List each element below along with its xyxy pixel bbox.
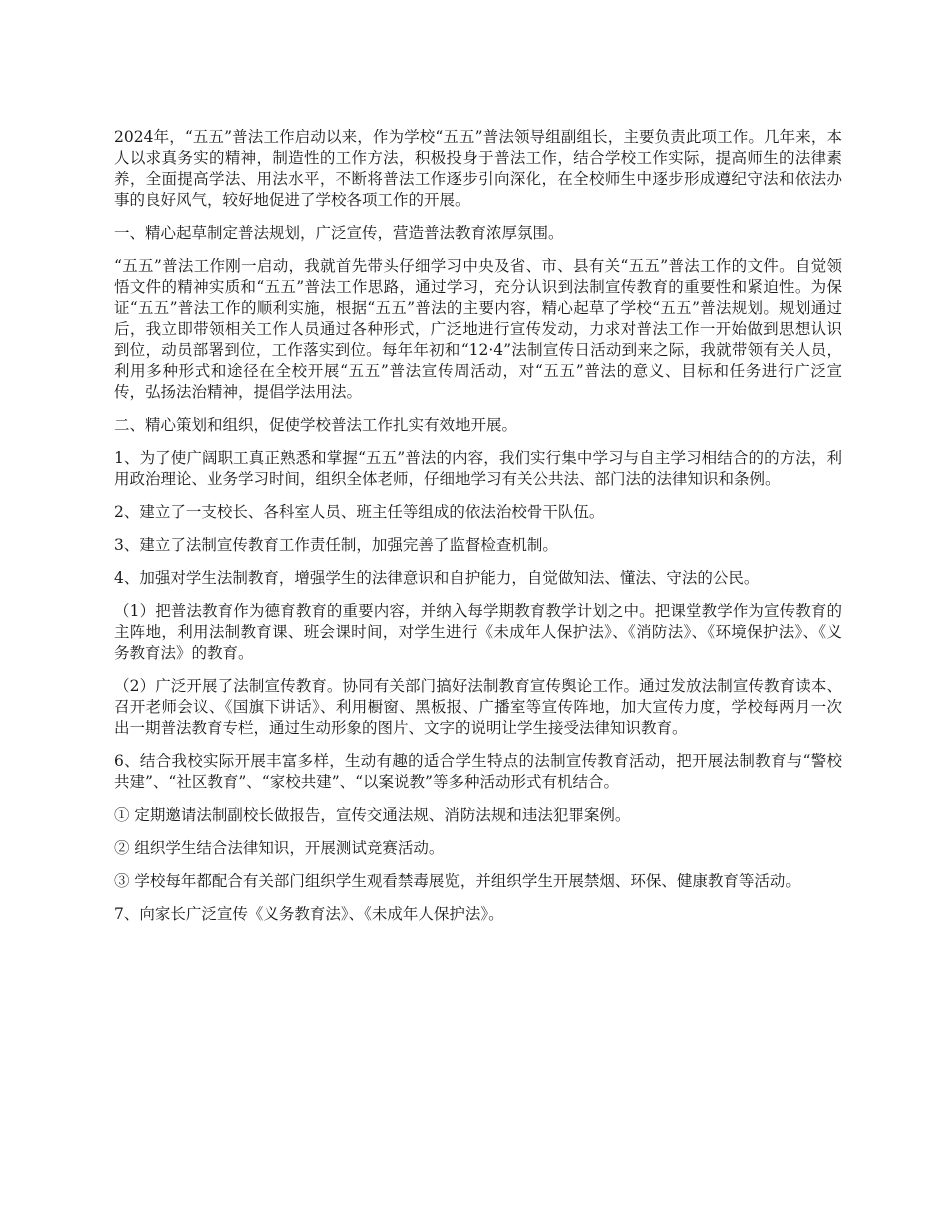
- item-7-paragraph: 7、向家长广泛宣传《义务教育法》、《未成年人保护法》。: [114, 905, 504, 923]
- item-4-paragraph: 4、加强对学生法制教育，增强学生的法律意识和自护能力，自觉做知法、懂法、守法的公民。: [114, 569, 760, 587]
- intro-paragraph: 2024年，“五五”普法工作启动以来，作为学校“五五”普法领导组副组长，主要负责此项工作。几年来，本人以求真务实的精神，制造性的工作方法，积极投身于普法工作，结合学校工作实际，提高师生的法律素养，全面提高学法、用法水平，不断将普法工作逐步引向深化，在全校师生中逐步形成遵纪守法和依法办事的良好风气，较好地促进了学校各项工作的开展。: [114, 128, 842, 209]
- item-6-paragraph: 6、结合我校实际开展丰富多样，生动有趣的适合学生特点的法制宣传教育活动，把开展法制教育与“警校共建”、“社区教育”、“家校共建”、“以案说教”等多种活动形式有机结合。: [114, 752, 842, 791]
- circled-item-3: ③ 学校每年都配合有关部门组织学生观看禁毒展览，并组织学生开展禁烟、环保、健康教育等活动。: [114, 872, 801, 890]
- item-3-paragraph: 3、建立了法制宣传教育工作责任制，加强完善了监督检查机制。: [114, 536, 558, 554]
- item-1-paragraph: 1、为了使广阔职工真正熟悉和掌握“五五”普法的内容，我们实行集中学习与自主学习相结合的的方法，利用政治理论、业务学习时间，组织全体老师，仔细地学习有关公共法、部门法的法律知识和条例。: [114, 449, 842, 488]
- circled-item-2: ② 组织学生结合法律知识，开展测试竞赛活动。: [114, 839, 445, 857]
- item-2-paragraph: 2、建立了一支校长、各科室人员、班主任等组成的依法治校骨干队伍。: [114, 503, 605, 521]
- subitem-1-paragraph: （1）把普法教育作为德育教育的重要内容，并纳入每学期教育教学计划之中。把课堂教学作为宣传教育的主阵地，利用法制教育课、班会课时间，对学生进行《未成年人保护法》、《消防法》、《环境保护法》、《义务教育法》的教育。: [114, 602, 842, 662]
- document-body: [114, 127, 842, 937]
- circled-item-1: ① 定期邀请法制副校长做报告，宣传交通法规、消防法规和违法犯罪案例。: [114, 806, 631, 824]
- section-heading-2: 二、精心策划和组织，促使学校普法工作扎实有效地开展。: [114, 416, 518, 434]
- section-1-paragraph: “五五”普法工作刚一启动，我就首先带头仔细学习中央及省、市、县有关“五五”普法工作的文件。自觉领悟文件的精神实质和“五五”普法工作思路，通过学习，充分认识到法制宣传教育的重要性和紧迫性。为保证“五五”普法工作的顺利实施，根据“五五”普法的主要内容，精心起草了学校“五五”普法规划。规划通过后，我立即带领相关工作人员通过各种形式，广泛地进行宣传发动，力求对普法工作一开始做到思想认识到位，动员部署到位，工作落实到位。每年年初和“12·4”法制宣传日活动到来之际，我就带领有关人员，利用多种形式和途径在全校开展“五五”普法宣传周活动，对“五五”普法的意义、目标和任务进行广泛宣传，弘扬法治精神，提倡学法用法。: [114, 257, 842, 401]
- subitem-2-paragraph: （2）广泛开展了法制宣传教育。协同有关部门搞好法制教育宣传舆论工作。通过发放法制宣传教育读本、召开老师会议、《国旗下讲话》、利用橱窗、黑板报、广播室等宣传阵地，加大宣传力度，学校每两月一次出一期普法教育专栏，通过生动形象的图片、文字的说明让学生接受法律知识教育。: [114, 677, 842, 737]
- section-heading-1: 一、精心起草制定普法规划，广泛宣传，营造普法教育浓厚氛围。: [114, 224, 564, 242]
